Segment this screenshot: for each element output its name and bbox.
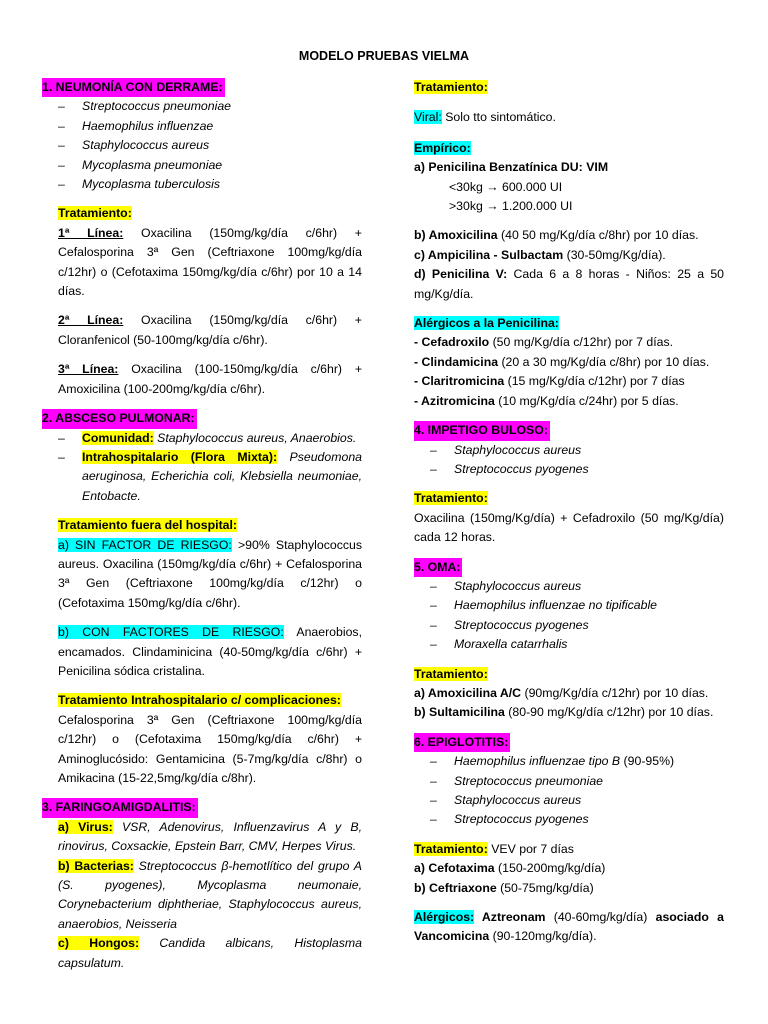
left-column [42, 78, 362, 983]
list-item: – Haemophilus influenzae [42, 117, 362, 136]
list-item: – Streptococcus pneumoniae [42, 97, 362, 116]
risk-text: Anaerobios, encamados. Clindaminicina (40-50mg/kg/día c/6hr) + Penicilina sódica cristalina. [58, 625, 362, 678]
absceso-tratamiento-intra [42, 691, 362, 788]
list-item: – Mycoplasma pneumoniae [42, 156, 362, 175]
line-label: 3ª Línea: [58, 362, 119, 377]
drug-dose: Cada 6 a 8 horas - Niños: 25 a 50 mg/Kg/día. [414, 267, 725, 301]
viral-label: Viral: [414, 110, 442, 125]
drug-label: c) Ampicilina - Sulbactam [414, 247, 564, 262]
list-item: – Staphylococcus aureus [414, 577, 724, 596]
alergicos-penicilina [414, 314, 724, 411]
section-heading: 4. IMPETIGO BULOSO: [414, 421, 550, 440]
list-item: – Streptococcus pneumoniae [414, 772, 724, 791]
drug-dose: (50 mg/Kg/día c/12hr) por 7 días. [489, 335, 674, 350]
list-item: – Mycoplasma tuberculosis [42, 175, 362, 194]
item-text: Pseudomona aeruginosa, Echerichia coli, Klebsiella neumoniae, Entobacte. [82, 449, 362, 503]
pathogen-list [42, 97, 362, 194]
line-label: 1ª Línea: [58, 225, 124, 240]
tratamiento-label: Tratamiento: [414, 666, 488, 681]
drug-label: Vancomicina [414, 929, 490, 944]
impetigo-tratamiento [414, 489, 724, 547]
alergicos-label: Alérgicos: [414, 910, 475, 925]
drug-dose: (50-75mg/kg/día) [496, 880, 594, 895]
tratamiento-label: Tratamiento: [414, 80, 488, 94]
drug-dose: (40 50 mg/Kg/día c/8hr) por 10 días. [497, 228, 699, 243]
risk-label: b) CON FACTORES DE RIESGO: [58, 625, 284, 640]
tratamiento-label: Tratamiento Intrahospitalario c/ complicaciones: [58, 693, 341, 708]
absceso-tratamiento-fuera [42, 516, 362, 681]
dose-line: <30kg → 600.000 UI [449, 179, 563, 194]
drug-label: - Claritromicina [414, 374, 505, 389]
viral-text: Solo tto sintomático. [441, 110, 556, 125]
empirico-label: Empírico: [414, 140, 471, 155]
list-item: Haemophilus influenzae tipo B [454, 754, 621, 769]
section-heading: 1. NEUMONÍA CON DERRAME: [42, 78, 225, 97]
empirico-others [414, 226, 724, 304]
drug-dose: (80-90 mg/Kg/día c/12hr) por 10 días. [504, 705, 714, 720]
category-text: Candida albicans, Histoplasma capsulatum. [58, 936, 362, 970]
drug-dose: (10 mg/Kg/día c/24hr) por 5 días. [494, 393, 679, 408]
tratamiento-label: Tratamiento: [414, 841, 488, 856]
risk-label: a) SIN FACTOR DE RIESGO: [58, 537, 232, 552]
assoc-text: asociado a [647, 910, 725, 925]
category-text: Streptococcus β-hemotlítico del grupo A (S. pyogenes), Mycoplasma neumonaie, Corynebacterium diphtheriae, Staphylococcus aureus, anaerobios, Neisseria [58, 858, 362, 931]
drug-label: d) Penicilina V: [414, 267, 508, 282]
drug-label: a) Amoxicilina A/C [414, 685, 522, 700]
drug-dose: (20 a 30 mg/Kg/día c/8hr) por 10 días. [498, 354, 710, 369]
item-label: Intrahospitalario (Flora Mixta): [82, 449, 278, 464]
pathogen-list [414, 752, 724, 830]
tratamiento-label: Tratamiento fuera del hospital: [58, 518, 238, 533]
section-heading: 6. EPIGLOTITIS: [414, 733, 510, 752]
line-text: Oxacilina (150mg/kg/día c/6hr) + Cefalosporina 3ª Gen (Ceftriaxone 100mg/kg/día c/12hr) o (Cefotaxima 150mg/kg/día c/6hr) por 10 a 14 días. [58, 225, 362, 299]
section-faringo [42, 798, 362, 973]
list-item: – Streptococcus pyogenes [414, 616, 724, 635]
intra-text: Cefalosporina 3ª Gen (Ceftriaxone 100mg/kg/día c/12hr) o (Cefotaxima 150mg/kg/día c/6hr) + Aminoglucósido: Gentamicina (5-7mg/kg/día c/8hr) o Amikacina (15-22,5mg/kg/día c/8hr). [58, 712, 362, 785]
section-neumonia [42, 78, 362, 194]
category-label: a) Virus: [58, 819, 113, 834]
item-label: Comunidad: [82, 430, 154, 445]
drug-dose: (30-50mg/Kg/día). [563, 247, 666, 262]
category-label: c) Hongos: [58, 936, 140, 951]
pen-benzatinica: a) Penicilina Benzatínica DU: VIM [414, 160, 609, 175]
drug-label: - Cefadroxilo [414, 335, 490, 350]
tratamiento-text: Oxacilina (150mg/Kg/día) + Cefadroxilo (50 mg/Kg/día) cada 12 horas. [414, 510, 724, 545]
category-label: b) Bacterias: [58, 858, 134, 873]
category-text: VSR, Adenovirus, Influenzavirus A y B, rinovirus, Coxsackie, Epstein Barr, CMV, Herpes Virus. [58, 819, 362, 854]
tratamiento-label: Tratamiento: [58, 206, 132, 221]
empirico-block [414, 139, 724, 217]
dose-line: >30kg → 1.200.000 UI [449, 199, 573, 214]
neumonia-tratamiento [42, 204, 362, 399]
drug-label: a) Cefotaxima [414, 861, 495, 876]
section-heading: 5. OMA: [414, 558, 462, 577]
section-epiglotitis [414, 733, 724, 830]
drug-label: b) Ceftriaxone [414, 880, 497, 895]
list-item: – Streptococcus pyogenes [414, 460, 724, 479]
drug-label: b) Sultamicilina [414, 705, 505, 720]
pathogen-list [414, 441, 724, 480]
section-impetigo [414, 421, 724, 479]
list-item-extra: (90-95%) [620, 754, 675, 769]
drug-dose: (40-60mg/kg/día) [545, 910, 648, 925]
drug-label: Aztreonam [474, 910, 546, 925]
risk-text: >90% Staphylococcus aureus. Oxacilina (150mg/kg/día c/6hr) + Cefalosporina 3ª Gen (Ceftriaxone 100mg/kg/día c/12hr) o (Cefotaxima 150mg/kg/día c/6hr). [58, 537, 362, 610]
drug-dose: (90-120mg/kg/día). [489, 929, 597, 944]
list-item: – Staphylococcus aureus [42, 136, 362, 155]
tratamiento-text: VEV por 7 días [487, 841, 574, 856]
drug-label: - Clindamicina [414, 354, 499, 369]
section-heading: 2. ABSCESO PULMONAR: [42, 409, 197, 428]
drug-dose: (15 mg/Kg/día c/12hr) por 7 días [504, 374, 685, 389]
epiglotitis-alergicos [414, 908, 724, 947]
section-absceso [42, 409, 362, 506]
list-item: – Staphylococcus aureus [414, 441, 724, 460]
epiglotitis-tratamiento [414, 840, 724, 898]
list-item: – Streptococcus pyogenes [414, 810, 724, 829]
tratamiento-label: Tratamiento: [414, 491, 488, 506]
drug-dose: (150-200mg/kg/día) [494, 861, 606, 876]
line-label: 2ª Línea: [58, 313, 124, 328]
drug-label: - Azitromicina [414, 393, 495, 408]
drug-dose: (90mg/Kg/día c/12hr) por 10 días. [521, 685, 709, 700]
alergicos-label: Alérgicos a la Penicilina: [414, 316, 559, 331]
section-oma [414, 558, 724, 655]
section-heading: 3. FARINGOAMIGDALITIS: [42, 798, 198, 817]
list-item: – Moraxella catarrhalis [414, 635, 724, 654]
document-title: MODELO PRUEBAS VIELMA [298, 49, 470, 63]
list-item: – Haemophilus influenzae no tipificable [414, 596, 724, 615]
line-text: Oxacilina (150mg/kg/día c/6hr) + Cloranfenicol (50-100mg/kg/día c/6hr). [58, 313, 362, 347]
right-column [414, 78, 724, 957]
drug-label: b) Amoxicilina [414, 228, 498, 243]
pathogen-list [42, 429, 362, 507]
pathogen-list [414, 577, 724, 655]
list-item: – Staphylococcus aureus [414, 791, 724, 810]
item-text: Staphylococcus aureus, Anaerobios. [153, 430, 357, 445]
oma-tratamiento [414, 665, 724, 723]
line-text: Oxacilina (100-150mg/kg/día c/6hr) + Amoxicilina (100-200mg/kg/día c/6hr). [58, 362, 362, 396]
